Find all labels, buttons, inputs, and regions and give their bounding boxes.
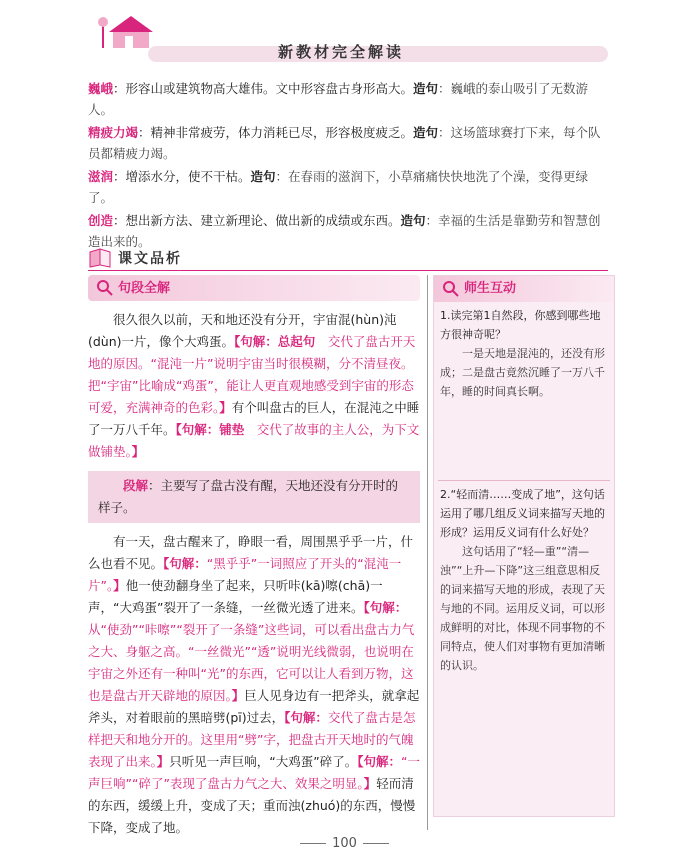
note-head: 【句解：: [284, 710, 328, 725]
question-text: 1.读完第1自然段，你感到哪些地方很神奇呢？: [440, 309, 601, 341]
text-sentence: 巨人见身边有一把斧头，就拿起斧头，对着眼前的黑暗劈(pī)过去，: [88, 688, 420, 725]
text-sentence: 他一使劲翻身坐了起来，只听咔(kā)嚓(chā)一声，“大鸡蛋”裂开了一条缝，一丝微光透了进来。: [88, 578, 383, 615]
vocab-sentence-label: 造句: [413, 81, 439, 96]
note-head: 【句解：: [357, 754, 401, 769]
vocab-definition: ：想出新方法、建立新理论、做出新的成绩或东西。: [113, 213, 401, 228]
note-end: 】: [219, 400, 232, 415]
note-end: 】: [131, 444, 145, 459]
page-number: 100: [332, 836, 357, 851]
interaction-title: 师生互动: [464, 281, 517, 296]
vocab-item: [88, 122, 608, 164]
vocab-term: 创造: [88, 213, 114, 228]
note-end: 】: [113, 578, 126, 593]
magnifier-icon: [96, 279, 114, 297]
text-paragraph: [88, 309, 420, 463]
book-icon: [88, 246, 114, 268]
vocab-definition: ：精神非常疲劳，体力消耗已尽，形容极度疲乏。: [138, 125, 414, 140]
text-sentence: 轻而清的东西，缓缓上升，变成了天；重而浊(zhuó)的东西，慢慢下降，变成了地。: [88, 776, 416, 835]
vocab-sentence-label: 造句: [413, 125, 439, 140]
answer-text: 一是天地是混沌的，还没有形成；二是盘古竟然沉睡了一万八千年，睡的时间真长啊。: [440, 347, 605, 398]
vocab-sentence-label: 造句: [400, 213, 426, 228]
vocab-sentence: ：幸福的生活是靠勤劳和智慧创造出来的。: [88, 213, 601, 249]
note-end: 】: [156, 754, 170, 769]
footer-dash: [363, 843, 389, 844]
note-head: 【句解：总起句: [234, 334, 316, 349]
note-end: 】: [363, 776, 377, 791]
note-text: 交代了故事的主人公，为下文做铺垫。: [88, 422, 420, 459]
answer-text: 这句话用了“轻—重”“清—浊”“上升—下降”这三组意思相反的词来描写天地的形成，表现了天与地的不同。运用反义词，可以形成鲜明的对比，体现不同事物的不同特点，使人们对事物有更加清晰的认识。: [440, 545, 605, 672]
vocab-definition: ：形容山或建筑物高大雄伟。文中形容盘古身形高大。: [113, 81, 414, 96]
note-text: 交代了盘古是怎样把天和地分开的。这里用“劈”字，把盘古开天地时的气魄表现了出来。: [88, 710, 416, 769]
question-text: 2.“轻而清……变成了地”，这句话运用了哪几组反义词来描写天地的形成？运用反义词有什么好处？: [440, 488, 605, 539]
vocab-definition: ：增添水分，使不干枯。: [113, 169, 251, 184]
vocab-sentence-label: 造句: [250, 169, 276, 184]
vocab-term: 巍峨: [88, 81, 114, 96]
vocab-item: [88, 78, 608, 120]
vocab-sentence: ：巍峨的泰山吸引了无数游人。: [88, 81, 589, 117]
magnifier-icon: [442, 280, 460, 298]
section-title: 课文品析: [118, 251, 182, 267]
summary-label: 段解: [123, 478, 149, 493]
interaction-column: [433, 275, 615, 817]
section-heading: [88, 246, 248, 272]
section-rule: [88, 270, 608, 271]
interaction-heading: [434, 276, 614, 302]
house-decoration-icon: [95, 10, 165, 52]
footer-dash: [300, 843, 326, 844]
note-text: 交代了盘古开天地的原因。“混沌一片”说明宇宙当时很模糊，分不清昼夜。把“宇宙”比喻成“鸡蛋”，能让人更直观地感受到宇宙的形态可爱，充满神奇的色彩。: [88, 334, 416, 415]
note-head: 【句解：铺垫: [175, 422, 245, 437]
text-sentence: 只听见一声巨响，“大鸡蛋”碎了。: [169, 754, 358, 769]
vocab-item: [88, 166, 608, 208]
vocab-term: 精疲力竭: [88, 125, 139, 140]
vocab-sentence: ：这场篮球赛打下来，每个队员都精疲力竭。: [88, 125, 601, 161]
vocabulary-list: [88, 78, 608, 254]
paragraph-summary: [88, 471, 420, 523]
page-footer: [0, 836, 689, 851]
qa-item: [434, 302, 614, 480]
qa-item: [434, 481, 614, 679]
note-end: 】: [231, 688, 245, 703]
note-head: 【句解：: [163, 556, 207, 571]
note-text: “一声巨响”“碎了”表现了盘古力气之大、效果之明显。: [88, 754, 420, 791]
vocab-term: 滋润: [88, 169, 114, 184]
column-divider: [427, 275, 428, 830]
text-sentence: 有一天，盘古醒来了，睁眼一看，周围黑乎乎一片，什么也看不见。: [88, 534, 414, 571]
text-sentence: 很久很久以前，天和地还没有分开，宇宙混(hùn)沌(dùn)一片，像个大鸡蛋。: [88, 312, 397, 349]
vocab-sentence: ：在春雨的滋润下，小草痛痛快快地洗了个澡，变得更绿了。: [88, 169, 589, 205]
analysis-column: [88, 275, 420, 839]
text-sentence: 有个叫盘古的巨人，在混沌之中睡了一万八千年。: [88, 400, 420, 437]
book-title: 新教材完全解读: [278, 43, 405, 61]
summary-text: ：主要写了盘古没有醒，天地还没有分开时的样子。: [98, 478, 399, 515]
note-head: 【句解：: [363, 600, 408, 615]
analysis-title: 句段全解: [118, 281, 171, 296]
page-header: [88, 38, 608, 68]
text-paragraph: [88, 531, 420, 839]
note-text: 从“使劲”“咔嚓”“裂开了一条缝”这些词，可以看出盘古力气之大、身躯之高。“一丝微光”“透”说明光线微弱，也说明在宇宙之外还有一种叫“光”的东西，它可以让人看到万物，这也是盘古开天辟地的原因。: [88, 622, 415, 703]
analysis-heading: [88, 275, 420, 301]
note-text: “黑乎乎”一词照应了开头的“混沌一片”。: [88, 556, 402, 593]
